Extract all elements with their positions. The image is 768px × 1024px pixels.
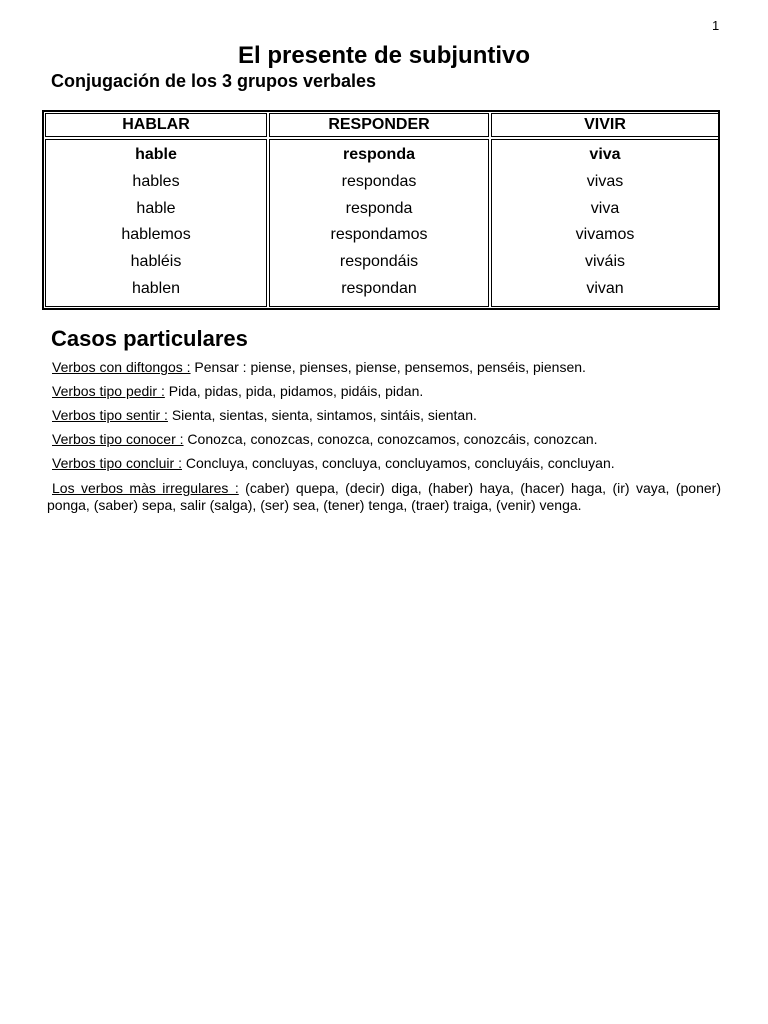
- table-cell: vivan: [586, 279, 624, 297]
- table-cell: respondáis: [339, 253, 419, 271]
- header-responder: RESPONDER: [269, 113, 489, 137]
- caso-label: Verbos tipo concluir :: [52, 455, 182, 471]
- page-subtitle: Conjugación de los 3 grupos verbales: [51, 71, 377, 91]
- column-vivir: [491, 139, 719, 307]
- table-cell: vivas: [586, 172, 624, 190]
- caso-label: Verbos con diftongos :: [52, 359, 191, 375]
- conjugation-table: [42, 110, 720, 310]
- list-item: [52, 406, 720, 430]
- caso-text: Conozca, conozcas, conozca, conozcamos, conozcáis, conozcan.: [183, 431, 598, 447]
- caso-text: Pensar : piense, pienses, piense, pensemos, penséis, piensen.: [190, 359, 586, 375]
- table-cell: respondas: [341, 172, 417, 190]
- caso-text: Pida, pidas, pida, pidamos, pidáis, pidan.: [164, 383, 424, 399]
- page-title: El presente de subjuntivo: [237, 42, 531, 69]
- table-cell: hablemos: [121, 226, 191, 244]
- caso-text: Concluya, concluyas, concluya, concluyamos, concluyáis, concluyan.: [181, 455, 615, 471]
- table-cell: hablen: [131, 279, 181, 297]
- table-cell: hable: [136, 199, 176, 217]
- table-cell: viva: [589, 146, 621, 163]
- table-cell: responda: [342, 146, 415, 163]
- list-item: [52, 358, 720, 382]
- table-body-row: [45, 139, 717, 307]
- table-cell: hables: [132, 172, 180, 190]
- table-cell: respondan: [341, 279, 417, 297]
- table-cell: viva: [590, 199, 620, 217]
- caso-label: Verbos tipo sentir :: [52, 407, 168, 423]
- caso-label: Verbos tipo conocer :: [52, 431, 184, 447]
- section-title-casos: Casos particulares: [51, 326, 248, 351]
- table-cell: vivamos: [575, 226, 635, 244]
- list-item: [52, 454, 720, 478]
- table-cell: respondamos: [330, 226, 428, 244]
- header-vivir: VIVIR: [491, 113, 719, 137]
- table-cell: responda: [345, 199, 413, 217]
- table-cell: hable: [135, 146, 177, 163]
- list-item: [52, 382, 720, 406]
- list-item: [52, 430, 720, 454]
- caso-label: Verbos tipo pedir :: [52, 383, 165, 399]
- table-header-row: [45, 113, 717, 137]
- header-hablar: HABLAR: [45, 113, 267, 137]
- column-responder: [269, 139, 489, 307]
- irregular-text: (caber) quepa, (decir) diga, (haber) haya, (hacer) haga, (ir) vaya, (poner) ponga, (saber) sepa, salir (salga), (ser) sea, (tener) tenga, (traer) traiga, (venir) venga.: [47, 480, 721, 513]
- caso-text: Sienta, sientas, sienta, sintamos, sintáis, sientan.: [167, 407, 477, 423]
- casos-list: [52, 358, 720, 478]
- page-number: 1: [712, 18, 720, 33]
- irregular-label: Los verbos màs irregulares :: [52, 480, 239, 496]
- irregular-verbs-paragraph: [47, 480, 721, 514]
- table-cell: viváis: [584, 253, 625, 271]
- table-cell: habléis: [130, 253, 182, 271]
- column-hablar: [45, 139, 267, 307]
